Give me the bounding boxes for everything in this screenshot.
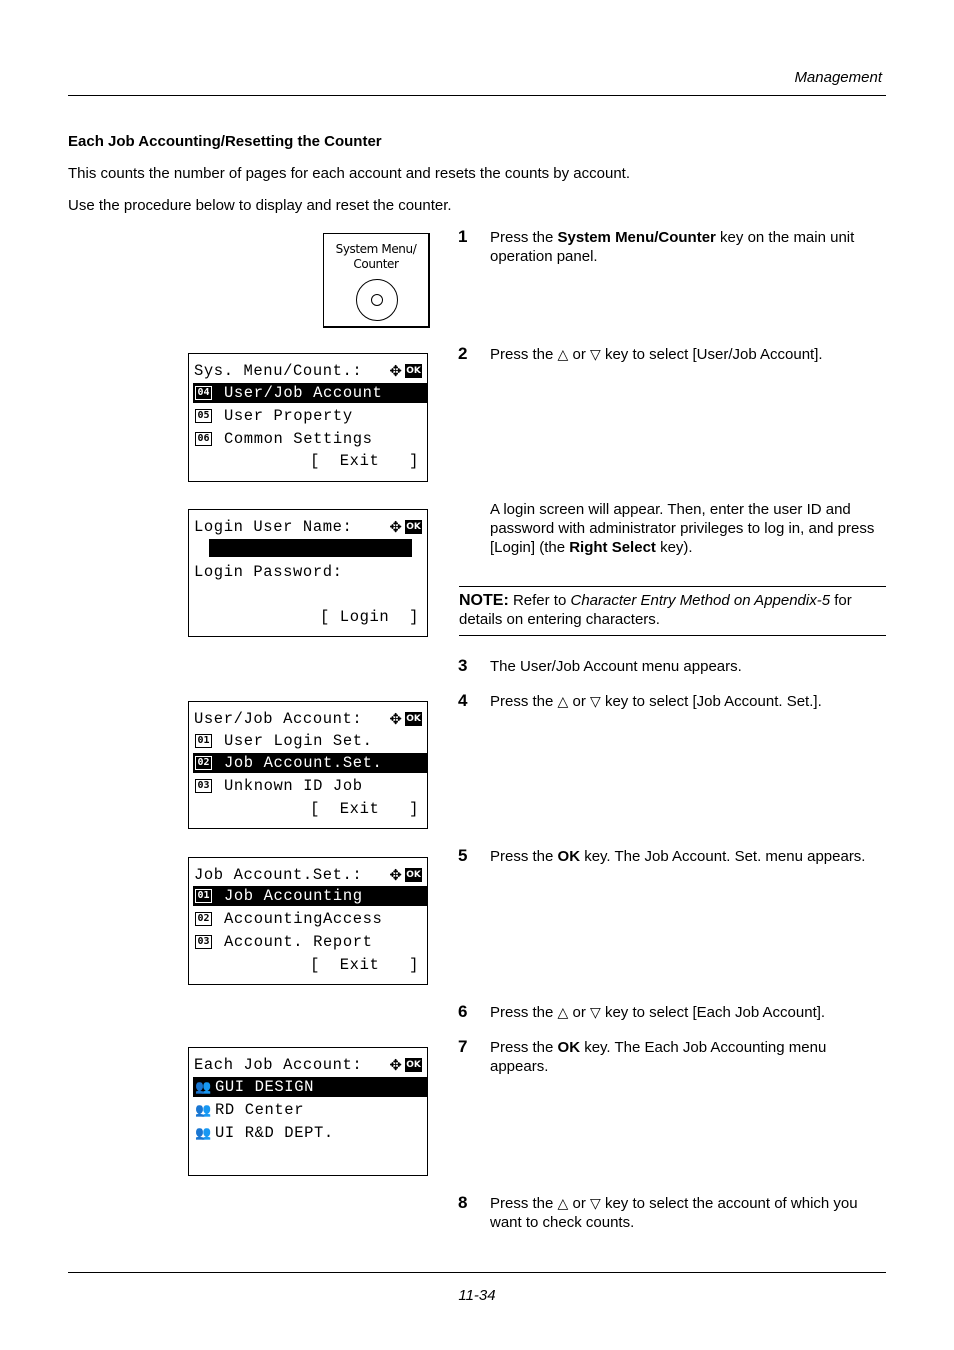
- step-number: 7: [458, 1037, 468, 1056]
- step-number: 1: [458, 227, 468, 246]
- cross-arrows-icon: ✥: [389, 866, 402, 884]
- header-rule: [68, 95, 886, 96]
- step-text: The User/Job Account menu appears.: [490, 658, 742, 675]
- footer-rule: [68, 1272, 886, 1273]
- note-rule-bottom: [459, 635, 886, 636]
- up-arrow-icon: △: [557, 1195, 569, 1211]
- down-arrow-icon: ▽: [590, 1004, 601, 1020]
- lcd-account-item: 👥 GUI DESIGN: [193, 1077, 427, 1097]
- lcd-account-item: 👥 RD Center: [195, 1101, 305, 1119]
- lcd-account-item: 👥 UI R&D DEPT.: [195, 1124, 334, 1142]
- item-number-badge: 01: [195, 889, 212, 903]
- up-arrow-icon: △: [557, 346, 569, 362]
- item-number-badge: 02: [195, 756, 212, 770]
- note: NOTE: Refer to Character Entry Method on Appendix-5 for details on entering characters.: [459, 592, 852, 628]
- lcd-title-row: Login User Name: ✥ OK: [194, 518, 421, 536]
- ok-icon: OK: [406, 714, 421, 724]
- key-label: [324, 242, 428, 272]
- lcd-menu-item: 06 Common Settings: [193, 429, 427, 449]
- step-text: Press the System Menu/Counter key on the main unit operation panel.: [490, 229, 855, 265]
- cross-arrows-icon: ✥: [389, 1056, 402, 1074]
- key-button-icon: [356, 279, 398, 321]
- page-number: 11-34: [458, 1287, 496, 1304]
- item-number-badge: 03: [195, 935, 212, 949]
- lcd-login-row: [ Login ]: [319, 608, 419, 626]
- cross-arrows-icon: ✥: [389, 362, 402, 380]
- lcd-login: [188, 509, 428, 637]
- group-users-icon: 👥: [195, 1080, 210, 1095]
- ok-icon: OK: [406, 366, 421, 376]
- step-number: 3: [458, 656, 468, 675]
- step-text: Press the OK key. The Each Job Accounting menu appears.: [490, 1039, 827, 1075]
- lcd-user-job-account: [188, 701, 428, 829]
- ok-icon: OK: [406, 870, 421, 880]
- item-number-badge: 06: [195, 432, 212, 446]
- step-number: 4: [458, 691, 468, 710]
- lcd-menu-item: 04 User/Job Account: [193, 383, 427, 403]
- lcd-password-row: Login Password:: [194, 563, 343, 581]
- up-arrow-icon: △: [557, 693, 569, 709]
- key-label-line1: System Menu/: [335, 242, 417, 256]
- step-number: 2: [458, 344, 468, 363]
- ok-icon: OK: [406, 1060, 421, 1070]
- item-number-badge: 01: [195, 734, 212, 748]
- note-rule-top: [459, 586, 886, 587]
- lcd-menu-item: 05 User Property: [193, 406, 427, 426]
- lcd-exit-row: [ Exit ]: [310, 956, 419, 974]
- lcd-exit-row: [ Exit ]: [310, 800, 419, 818]
- ok-icon: OK: [406, 522, 421, 532]
- lcd-job-account-set: [188, 857, 428, 985]
- lcd-title-row: Job Account.Set.: ✥ OK: [194, 866, 421, 884]
- lcd-title-row: User/Job Account: ✥ OK: [194, 710, 421, 728]
- system-menu-key: [323, 233, 430, 328]
- step-text: Press the OK key. The Job Account. Set. menu appears.: [490, 848, 866, 865]
- item-number-badge: 03: [195, 779, 212, 793]
- step-number: 8: [458, 1193, 468, 1212]
- step-text: A login screen will appear. Then, enter the user ID and password with administrator privileges to log in, and press [Login] (the Right Select key).: [490, 501, 875, 556]
- item-number-badge: 02: [195, 912, 212, 926]
- lcd-menu-item: 01 User Login Set.: [193, 731, 427, 751]
- procedure-paragraph: Use the procedure below to display and reset the counter.: [68, 197, 452, 214]
- up-arrow-icon: △: [557, 1004, 569, 1020]
- group-users-icon: 👥: [195, 1103, 210, 1118]
- cross-arrows-icon: ✥: [389, 710, 402, 728]
- down-arrow-icon: ▽: [590, 1195, 601, 1211]
- lcd-title-row: Each Job Account: ✥ OK: [194, 1056, 421, 1074]
- lcd-title-row: Sys. Menu/Count.: ✥ OK: [194, 362, 421, 380]
- lcd-menu-item: 03 Unknown ID Job: [193, 776, 427, 796]
- intro-paragraph: This counts the number of pages for each account and resets the counts by account.: [68, 165, 631, 182]
- lcd-menu-item: 03 Account. Report: [193, 932, 427, 952]
- item-number-badge: 05: [195, 409, 212, 423]
- cross-arrows-icon: ✥: [389, 518, 402, 536]
- lcd-sys-menu: [188, 353, 428, 482]
- lcd-each-job-account: [188, 1047, 428, 1176]
- step-text: Press the △ or ▽ key to select [Job Account. Set.].: [490, 693, 822, 710]
- step-number: 6: [458, 1002, 468, 1021]
- step-text: Press the △ or ▽ key to select [Each Job Account].: [490, 1004, 826, 1021]
- group-users-icon: 👥: [195, 1126, 210, 1141]
- lcd-exit-row: [ Exit ]: [310, 452, 419, 470]
- down-arrow-icon: ▽: [590, 693, 601, 709]
- step-number: 5: [458, 846, 468, 865]
- item-number-badge: 04: [195, 386, 212, 400]
- lcd-menu-item: 02 AccountingAccess: [193, 909, 427, 929]
- step-text: Press the △ or ▽ key to select [User/Job Account].: [490, 346, 823, 363]
- lcd-menu-item: 01 Job Accounting: [193, 886, 427, 906]
- running-header: Management: [794, 69, 882, 86]
- lcd-menu-item: 02 Job Account.Set.: [193, 753, 427, 773]
- section-heading: Each Job Accounting/Resetting the Counter: [68, 133, 382, 150]
- down-arrow-icon: ▽: [590, 346, 601, 362]
- key-label-line2: Counter: [353, 257, 399, 271]
- step-text: Press the △ or ▽ key to select the account of which you want to check counts.: [490, 1195, 858, 1231]
- user-name-field: [209, 539, 412, 557]
